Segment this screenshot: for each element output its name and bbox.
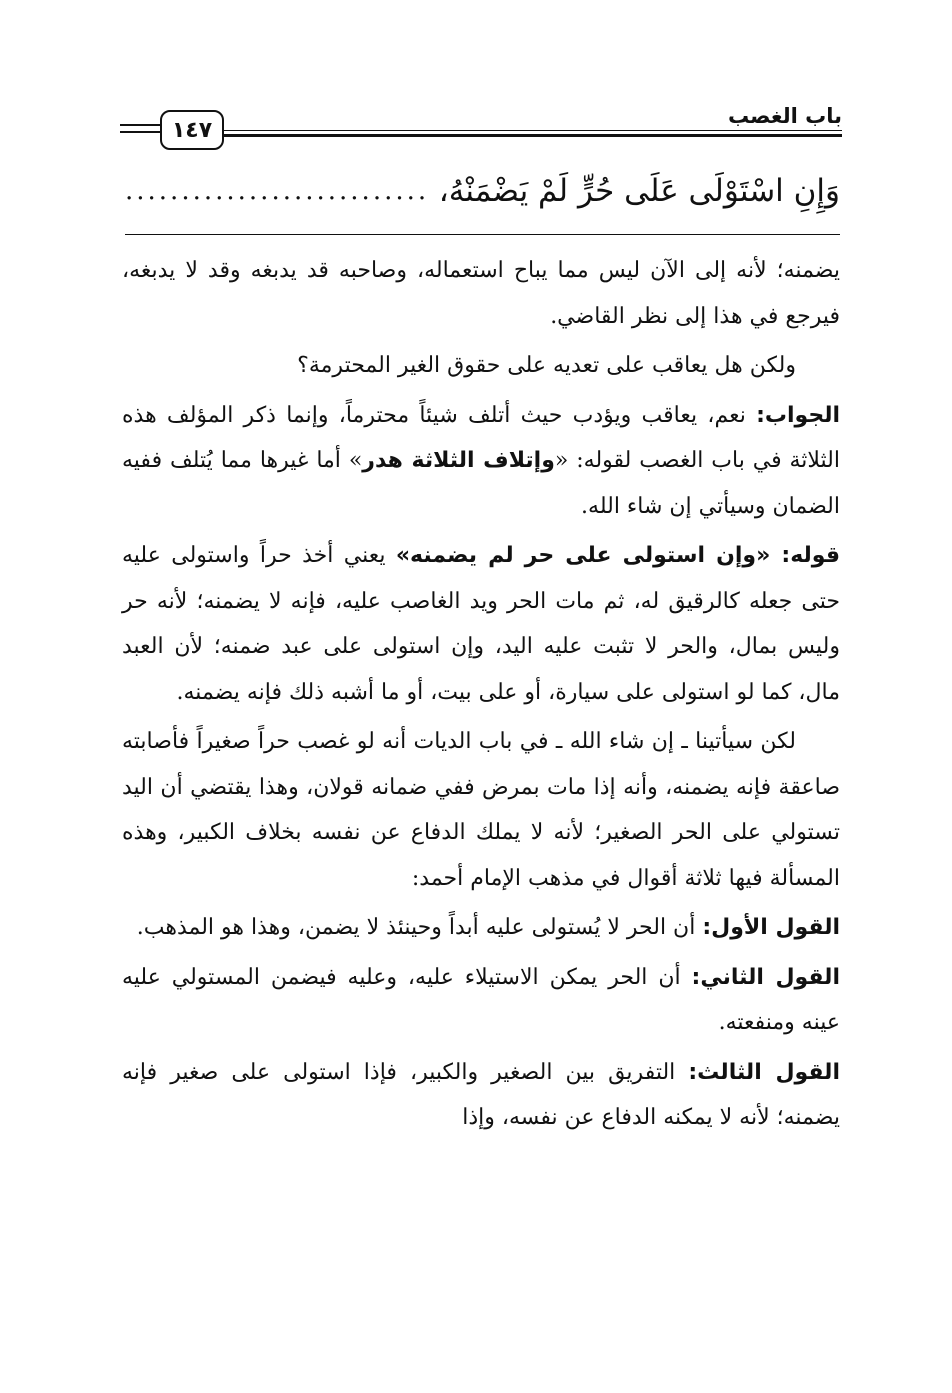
header-rule — [120, 131, 160, 133]
answer-label: الجواب: — [756, 402, 840, 428]
quoted-text: «وإن استولى على حر لم يضمنه» — [395, 543, 782, 568]
paragraph-text: ولكن هل يعاقب على تعديه على حقوق الغير المحترمة؟ — [297, 353, 796, 378]
paragraph — [122, 719, 840, 901]
paragraph — [122, 248, 840, 339]
paragraph-text: التفريق بين الصغير والكبير، فإذا استولى على صغير فإنه يضمنه؛ لأنه لا يمكنه الدفاع عن نفسه، وإذا — [122, 1059, 840, 1130]
header-rule — [120, 124, 160, 126]
matn-text-line — [125, 166, 840, 216]
paragraph-text: لكن سيأتينا ـ إن شاء الله ـ في باب الديات أنه لو غصب حراً صغيراً فأصابته صاعقة فإنه يضمنه، وأنه إذا مات بمرض ففي ضمانه قولان، وهذا يقتضي أن اليد تستولي على الحر الصغير؛ لأنه لا يملك الدفاع عن نفسه بخلاف الكبير، وهذه المسألة فيها ثلاثة أقوال في مذهب الإمام أحمد: — [122, 729, 840, 891]
page-header — [120, 100, 842, 158]
paragraph-text: يعني أخذ حراً واستولى عليه حتى جعله كالرقيق له، ثم مات الحر ويد الغاصب عليه، فإنه لا يضمنه؛ لأنه حر وليس بمال، والحر لا تثبت عليه اليد، وإن استولى على عبد ضمنه؛ لأن العبد مال، كما لو استولى على سيارة، أو على بيت، أو ما أشبه ذلك فإنه يضمنه. — [122, 543, 840, 705]
paragraph-text: نعم، يعاقب ويؤدب حيث أتلف شيئاً محترماً، وإنما ذكر المؤلف هذه الثلاثة في باب الغصب لقوله: « — [122, 402, 840, 473]
header-rule — [224, 130, 842, 131]
matn-dots: ........................... — [125, 176, 430, 206]
opinion-label: القول الثاني: — [691, 964, 840, 990]
header-rule — [224, 134, 842, 137]
qawluhu-label: قوله: — [781, 543, 840, 568]
matn-text: وَإِنِ اسْتَوْلَى عَلَى حُرٍّ لَمْ يَضْمَنْهُ، — [438, 173, 840, 209]
matn-divider — [125, 234, 840, 235]
commentary-body — [122, 248, 840, 1145]
paragraph-text: أن الحر يمكن الاستيلاء عليه، وعليه فيضمن المستولي عليه عينه ومنفعته. — [122, 964, 840, 1035]
page-number: ١٤٧ — [160, 110, 224, 150]
paragraph-text: » أما غيرها مما يُتلف ففيه الضمان وسيأتي إن شاء الله. — [122, 448, 840, 519]
paragraph — [122, 343, 840, 389]
paragraph-text: أن الحر لا يُستولى عليه أبداً وحينئذ لا يضمن، وهذا هو المذهب. — [136, 915, 703, 940]
paragraph — [122, 905, 840, 951]
paragraph — [122, 393, 840, 530]
paragraph-text: يضمنه؛ لأنه إلى الآن ليس مما يباح استعماله، وصاحبه قد يدبغه وقد لا يدبغه، فيرجع في هذا إلى نظر القاضي. — [122, 258, 840, 329]
paragraph — [122, 955, 840, 1046]
opinion-label: القول الثالث: — [688, 1059, 840, 1085]
chapter-title: باب الغصب — [727, 104, 842, 128]
paragraph — [122, 533, 840, 715]
quoted-text: وإتلاف الثلاثة هدر — [362, 448, 555, 473]
paragraph — [122, 1050, 840, 1141]
opinion-label: القول الأول: — [702, 915, 840, 940]
